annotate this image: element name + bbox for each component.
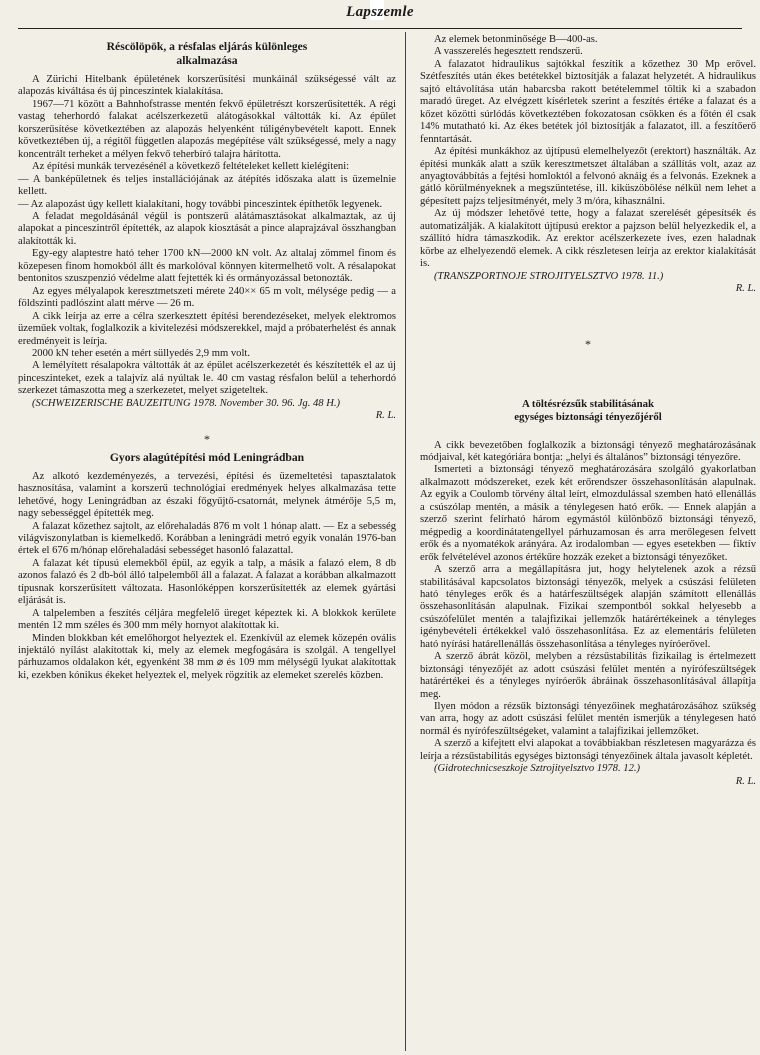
paragraph: Az új módszer lehetővé tette, hogy a falazat szerelését gépesítsék és automatizálják. A kialakított újtípusú erektor a pajzson belül helyezkedik el, a szállító hídra támaszkodik. Az erektor acélszerkezete íves, ezen haladnak körbe az elhelyezendő elemek. A cikk részletesen leírja az erektor kialakítását is.	[420, 208, 756, 270]
list-item: — A banképületnek és teljes installációjának az átépítés időszaka alatt is üzemelnie kellett.	[18, 173, 396, 198]
signature: R. L.	[735, 775, 756, 787]
paragraph: Az építési munkákhoz az újtípusú elemelhelyezőt (erektort) használták. Az építési munkák alatt a szűk keresztmetszet általában a szállítás volt, azaz az anyagtovábbítás a fejtési homloktól a felvonó aknáig és a felvonás. Ezeknek a gátló körülményeknek a megszüntetése, ill. kiküszöbölése nélkül nem lehet a gépesített pajzs teljesítményét, mely 3 m/óra, kihasználni.	[420, 146, 756, 207]
paragraph: Ismerteti a biztonsági tényező meghatározására szolgáló gyakorlatban alkalmazott módszereket, ezek két erőrendszer összehasonlításán alapulnak. Az egyik a Coulomb törvény által leírt, elmozdulással szemben ható ellenállás a csúszólap mentén, a másik a ténylegesen ható erők. — Ennek alapján a szerző szerint felírható három egymástól különböző biztonsági tényező, mégpedig a koordinátatengellyel párhuzamosan és arra merőlegesen felvett erők és a nyomatékok arányára. Az irodalomban — egyes esetekben — fiktív erők felvételével azonos értékűre hozzák ezeket a biztonsági tényezőket.	[420, 464, 756, 563]
paragraph: A lemélyített résalapokra váltották át az épület acélszerkezetét és készítették el az új pinceszinteket, ezek a talajvíz alá nyúltak le. 40 cm vastag résfalon belül a teherhordó szerkezet támaszotta meg a szerkezetet, melyet szigeteltek.	[18, 360, 396, 397]
paragraph: 2000 kN teher esetén a mért süllyedés 2,9 mm volt.	[32, 347, 251, 359]
paragraph: A talpelemben a feszítés céljára megfelelő üreget képeztek ki. A blokkok kerülete mentén 12 mm széles és 300 mm mély hornyot alakítottak ki.	[18, 607, 396, 632]
page-header: Lapszemle	[346, 4, 414, 20]
title-line: Réscölöpök, a résfalas eljárás különleges	[106, 40, 308, 53]
title-line: alkalmazása	[176, 54, 238, 67]
paragraph: A cikk leírja az erre a célra szerkesztett építési berendezéseket, melyek elektromos üzeműek voltak, foglalkozik a kivitelezési módszerekkel, majd a próbaterhelést és annak eredményeit is leírja.	[18, 310, 396, 347]
header-rule	[18, 28, 742, 29]
paragraph: Az alkotó kezdeményezés, a tervezési, építési és üzemeltetési tapasztalatok hasznosítása, valamint a korszerű technológiai eredmények helyes alkalmazása tette lehetővé, hogy Leningrádban az északi főgyűjtő-csatornát, melynek átmérője 5,5 m, nagy sebességgel építették meg.	[18, 470, 396, 520]
paragraph: A szerző ábrát közöl, melyben a rézsűstabilitás fizikailag is értelmezett biztonsági tényezőjét az adott csúszási felület mentén a nyírófeszültségek határértékei és a tényleges nyíróerők ábráinak összehasonlításával állapítja meg.	[420, 651, 756, 700]
paragraph: A falazat kőzethez sajtolt, az előrehaladás 876 m volt 1 hónap alatt. — Ez a sebesség világviszonylatban is kiemelkedő. Korábban a leningrádi metró egyik vonalán 1976-ban értek el 676 m/hónap előrehaladási sebességet hasonló falazattal.	[18, 520, 396, 557]
right-column	[420, 34, 756, 788]
paragraph: Ilyen módon a rézsűk biztonsági tényezőinek meghatározásához szükség van arra, hogy az adott csúszási felület mentén ismerjük a ténylegesen ható normál és nyírófeszültségeket, valamint a talajfizikai jellemzőket.	[420, 701, 756, 737]
section-separator: *	[585, 336, 591, 351]
paragraph: A falazat két típusú elemekből épül, az egyik a talp, a másik a falazó elem, 8 db azonos falazó és 2 db-ból álló talpelemből áll a falazat. A falazat a korábban alkalmazott típusnak korszerűsített változata. Hasonlóképpen korszerűsítették az elemek gyártási eljárását is.	[18, 557, 396, 607]
paragraph: Egy-egy alaptestre ható teher 1700 kN—2000 kN volt. Az altalaj zömmel finom és közepesen finom homokból állt és markolóval könnyen kitermelhető volt. A résalapokat bentonitos szuszpenzió védelme alatt fejtették ki és ormányozással betonozták.	[18, 248, 396, 285]
paragraph: A feladat megoldásánál végül is pontszerű alátámasztásokat alkalmaztak, az új alapokat a pinceszintről építették, az alapok kiosztását a pince alaprajzával összhangban alakították ki.	[18, 210, 396, 247]
paragraph: A szerző a kifejtett elvi alapokat a továbbiakban részletesen magyarázza és leírja a rézsűstabilitás egységes biztonsági tényezőinek általa javasolt képletét.	[420, 738, 756, 762]
article-title-toltesrezsuk	[420, 398, 756, 424]
list-item: — Az alapozást úgy kellett kialakítani, hogy további pinceszintek építhetők legyenek.	[18, 198, 383, 210]
section-separator: *	[204, 431, 210, 446]
column-divider	[405, 32, 406, 1051]
paragraph: A cikk bevezetőben foglalkozik a biztonsági tényező meghatározásának módjaival, két kategóriára bontja: „helyi és általános” biztonsági tényezőre.	[420, 439, 756, 463]
signature: R. L.	[375, 410, 396, 422]
paragraph: A szerző arra a megállapításra jut, hogy helytelenek azok a rézsű stabilitásával kapcsolatos biztonsági tényezők, melyek a csúszási felületen ható tényleges erők és a határfeszültségek alapján számított ellenállás összehasonlításán alapulnak. Fizikai szempontból sokkal helyesebb a csúszófelület mentén a talajfizikai jellemzők határértékeinek a tényleges igénybevételi értékekkel való összehasonlítása. Ez az elementáris felületen ható nyírási határellenállás összehasonlítása a tényleges nyíróerővel.	[420, 564, 756, 650]
paragraph: Minden blokkban két emelőhorgot helyeztek el. Ezenkívül az elemek közepén ovális injektáló nyílást alakítottak ki, mely az elemek megfogására is szolgál. A tengellyel párhuzamos oldalakon két, egyenként 38 mm ⌀ és 109 mm mélységű lyukat alakítottak ki, ezekben kónikus ékeket helyeztek el, melyek rögzítik az elemeket szerelés közben.	[18, 632, 396, 681]
paragraph: Az elemek betonminősége B—400-as.	[434, 34, 598, 45]
signature: R. L.	[735, 283, 756, 295]
source-citation: (TRANSZPORTNOJE STROJITYELSZTVO 1978. 11.)	[434, 270, 664, 282]
paragraph: Az építési munkák tervezésénél a következő feltételeket kellett kielégíteni:	[32, 161, 350, 173]
paragraph: A Zürichi Hitelbank épületének korszerűsítési munkáinál szükségessé vált az alapozás kiváltása és új pinceszintek kialakítása.	[18, 74, 396, 98]
article-title-alagutepites: Gyors alagútépítési mód Leningrádban	[109, 450, 305, 464]
source-citation: (Gidrotechnicseszkoje Sztrojityelsztvo 1978. 12.)	[434, 763, 641, 775]
paragraph: Az egyes mélyalapok keresztmetszeti mérete 240×× 65 m volt, mélysége pedig — a földszinti padlószint alatt mérve — 26 m.	[18, 285, 396, 310]
title-line: A töltésrézsűk stabilitásának	[522, 397, 654, 410]
source-citation: (SCHWEIZERISCHE BAUZEITUNG 1978. November 30. 96. Jg. 48 H.)	[32, 397, 341, 409]
title-line: egységes biztonsági tényezőjéről	[514, 410, 662, 423]
paragraph: 1967—71 között a Bahnhofstrasse mentén fekvő épületrészt korszerűsítették. A régi vastag teherhordó falakat acélszerkezetű alátogásokkal váltották ki. Az épület korszerűsítése következtében az alapozás helyenként túligénybevételt kapott. Ennek következtében új, a régitől független alapozás megépítése vált szükségessé, mely a nagy koncentrált terheket a mélyen fekvő teherbíró talajra hárította.	[18, 98, 396, 160]
paragraph: A falazatot hidraulikus sajtókkal feszítik a kőzethez 30 Mp erővel. Szétfeszítés után ékes betétekkel biztosítják a falazat helyzetét. A hidraulikus sajtó eltávolítása után habarcsba rakott betételemmel töltik ki a szabadon maradó üreget. Az elvégzett kísérletek szerint a feszítés értéke a falazat és a kőzet közötti súrlódás következtében fokozatosan csökken és a főtén él csak 14% mutatható ki. Az ékes betétek jól biztosítják a falazatot, ill. a feszítőerő fenntartását.	[420, 58, 756, 145]
paragraph: A vasszerelés hegesztett rendszerű.	[434, 46, 583, 58]
article-title-rescolopok	[18, 40, 396, 68]
left-column	[18, 34, 396, 682]
